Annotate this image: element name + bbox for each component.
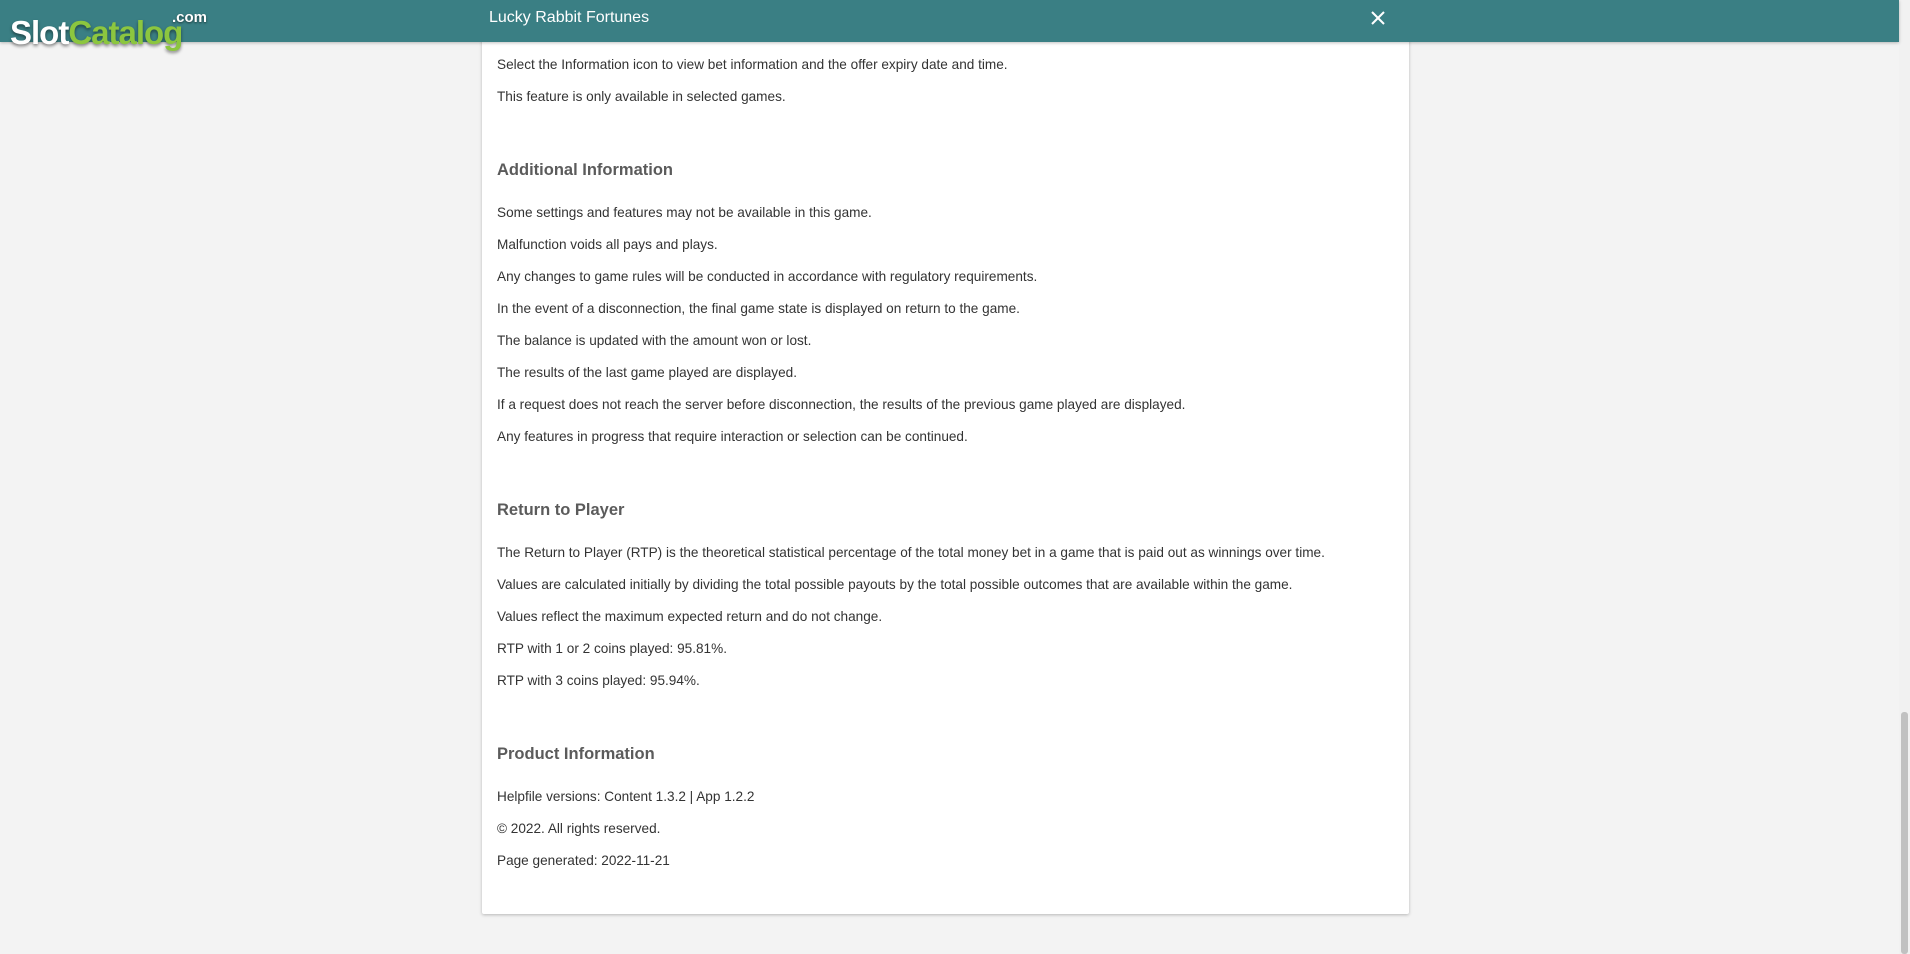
slotcatalog-logo[interactable]: [10, 6, 210, 58]
additional-line: If a request does not reach the server before disconnection, the results of the previous game played are displayed.: [497, 397, 1186, 412]
additional-line: Any changes to game rules will be conducted in accordance with regulatory requirements.: [497, 269, 1038, 284]
product-line: Page generated: 2022-11-21: [497, 853, 670, 868]
rtp-line: RTP with 1 or 2 coins played: 95.81%.: [497, 641, 727, 656]
page-title: Lucky Rabbit Fortunes: [489, 9, 650, 26]
logo-slot: Slot: [10, 14, 69, 51]
additional-line: The balance is updated with the amount won or lost.: [497, 333, 812, 348]
page-scrollbar[interactable]: [1899, 0, 1910, 954]
additional-line: Some settings and features may not be available in this game.: [497, 205, 872, 220]
additional-line: The results of the last game played are displayed.: [497, 365, 797, 380]
close-button[interactable]: [1368, 8, 1388, 28]
section-heading-product: Product Information: [497, 745, 655, 763]
logo-com: .com: [172, 9, 208, 26]
additional-line: Any features in progress that require interaction or selection can be continued.: [497, 429, 968, 444]
intro-line: This feature is only available in selected games.: [497, 89, 786, 104]
intro-line: Select the Information icon to view bet information and the offer expiry date and time.: [497, 57, 1008, 72]
rtp-line: Values reflect the maximum expected return and do not change.: [497, 609, 883, 624]
section-heading-additional: Additional Information: [497, 161, 673, 179]
rtp-line: RTP with 3 coins played: 95.94%.: [497, 673, 700, 688]
section-heading-rtp: Return to Player: [497, 501, 625, 519]
close-icon: [1368, 8, 1388, 28]
additional-line: In the event of a disconnection, the final game state is displayed on return to the game.: [497, 301, 1020, 316]
logo-wordmark: [10, 14, 182, 52]
product-line: Helpfile versions: Content 1.3.2 | App 1.2.2: [497, 789, 755, 804]
rtp-line: Values are calculated initially by dividing the total possible payouts by the total possible outcomes that are available within the game.: [497, 577, 1293, 592]
product-line: © 2022. All rights reserved.: [497, 821, 661, 836]
additional-line: Malfunction voids all pays and plays.: [497, 237, 718, 252]
header-bar: [0, 0, 1899, 42]
rtp-line: The Return to Player (RTP) is the theoretical statistical percentage of the total money bet in a game that is paid out as winnings over time.: [497, 545, 1325, 560]
scrollbar-thumb[interactable]: [1901, 712, 1908, 954]
logo-catalog: Catalog: [68, 14, 183, 51]
